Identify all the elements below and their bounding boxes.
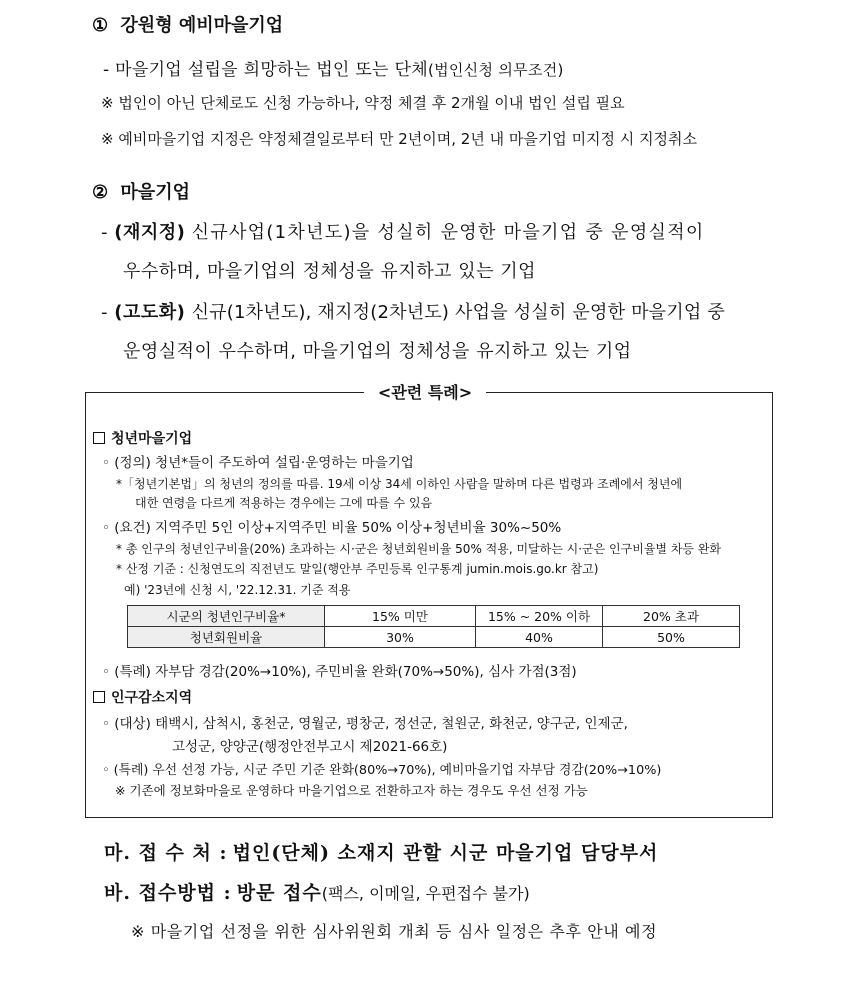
section-2-marker: ② bbox=[92, 182, 109, 203]
item-1-label: (재지정) bbox=[114, 222, 186, 243]
table-cell: 20% 초과 bbox=[603, 606, 740, 627]
youth-requirement-note-3: 예) '23년에 신청 시, '22.12.31. 기준 적용 bbox=[124, 583, 351, 597]
reception-method-row bbox=[104, 878, 530, 905]
checkbox-square-icon bbox=[93, 691, 105, 703]
item-2-text: 신규(1차년도), 재지정(2차년도) 사업을 성실히 운영한 마을기업 중 bbox=[191, 302, 725, 323]
depop-heading: 인구감소지역 bbox=[111, 690, 193, 706]
final-note: ※ 마을기업 선정을 위한 심사위원회 개최 등 심사 일정은 추후 안내 예정 bbox=[131, 922, 658, 941]
reception-office-value: 법인(단체) 소재지 관할 시군 마을기업 담당부서 bbox=[232, 842, 659, 864]
reception-method-value: 방문 접수 bbox=[236, 882, 322, 904]
section-2-item-2 bbox=[101, 298, 725, 324]
table-cell: 청년회원비율 bbox=[128, 627, 325, 648]
reception-method-note: (팩스, 이메일, 우편접수 불가) bbox=[321, 884, 530, 903]
youth-requirement-note-1: * 총 인구의 청년인구비율(20%) 초과하는 시·군은 청년회원비율 50% 적용, 미달하는 시·군은 인구비율별 차등 완화 bbox=[116, 542, 722, 556]
section-2-item-2-cont: 운영실적이 우수하며, 마을기업의 정체성을 유지하고 있는 기업 bbox=[123, 341, 632, 362]
table-cell: 15% 미만 bbox=[325, 606, 476, 627]
youth-definition-note-1: *「청년기본법」의 청년의 정의를 따름. 19세 이상 34세 이하인 사람을 말하며 다른 법령과 조례에서 청년에 bbox=[116, 477, 683, 491]
section-2-title: 마을기업 bbox=[120, 182, 190, 203]
depop-note: ※ 기존에 정보화마을로 운영하다 마을기업으로 전환하고자 하는 경우도 우선 선정 가능 bbox=[115, 783, 588, 798]
section-2-item-1-cont: 우수하며, 마을기업의 정체성을 유지하고 있는 기업 bbox=[123, 261, 536, 282]
item-1-dash: - bbox=[101, 222, 108, 243]
depop-special: ◦ (특례) 우선 선정 가능, 시군 주민 기준 완화(80%→70%), 예비마을기업 자부담 경감(20%→10%) bbox=[102, 763, 662, 778]
special-cases-title-wrap bbox=[0, 380, 850, 403]
table-row bbox=[128, 606, 740, 627]
youth-ratio-table bbox=[127, 605, 740, 648]
youth-requirement-note-2: * 산정 기준 : 신청연도의 직전년도 말일(행안부 주민등록 인구통계 jumin.mois.go.kr 참고) bbox=[116, 562, 599, 576]
section-1-line1-main: - 마을기업 설립을 희망하는 법인 또는 단체 bbox=[103, 60, 428, 80]
depop-heading-row bbox=[93, 687, 192, 707]
section-1-heading bbox=[92, 11, 283, 37]
youth-definition-note-2: 대한 연령을 다르게 적용하는 경우에는 그에 따를 수 있음 bbox=[135, 496, 433, 510]
table-row bbox=[128, 627, 740, 648]
youth-special: ◦ (특례) 자부담 경감(20%→10%), 주민비율 완화(70%→50%), 심사 가점(3점) bbox=[102, 664, 577, 680]
table-cell: 15% ~ 20% 이하 bbox=[476, 606, 603, 627]
special-cases-title: <관련 특례> bbox=[364, 383, 486, 402]
item-2-dash: - bbox=[101, 302, 108, 323]
reception-office-label: 마. 접 수 처 : bbox=[104, 842, 228, 864]
section-1-note-2: ※ 예비마을기업 지정은 약정체결일로부터 만 2년이며, 2년 내 마을기업 미지정 시 지정취소 bbox=[101, 130, 698, 148]
section-1-line1-note: (법인신청 의무조건) bbox=[427, 61, 564, 79]
section-2-heading bbox=[92, 178, 190, 204]
table-cell: 50% bbox=[603, 627, 740, 648]
section-1-marker: ① bbox=[92, 15, 109, 36]
section-1-note-1: ※ 법인이 아닌 단체로도 신청 가능하나, 약정 체결 후 2개월 이내 법인 설립 필요 bbox=[101, 94, 625, 112]
youth-heading: 청년마을기업 bbox=[111, 431, 193, 447]
section-1-line1 bbox=[103, 55, 564, 80]
depop-target-2: 고성군, 양양군(행정안전부고시 제2021-66호) bbox=[172, 739, 448, 755]
table-cell: 30% bbox=[325, 627, 476, 648]
section-2-item-1 bbox=[101, 218, 705, 244]
reception-office-row bbox=[104, 838, 658, 865]
table-cell: 40% bbox=[476, 627, 603, 648]
checkbox-square-icon bbox=[93, 432, 105, 444]
reception-method-label: 바. 접수방법 : bbox=[104, 882, 232, 904]
item-1-text: 신규사업(1차년도)을 성실히 운영한 마을기업 중 운영실적이 bbox=[191, 222, 705, 243]
youth-definition: ◦ (정의) 청년*들이 주도하여 설립·운영하는 마을기업 bbox=[102, 455, 414, 471]
depop-target-1: ◦ (대상) 태백시, 삼척시, 홍천군, 영월군, 평창군, 정선군, 철원군, 화천군, 양구군, 인제군, bbox=[102, 716, 628, 732]
youth-heading-row bbox=[93, 428, 192, 448]
youth-requirement: ◦ (요건) 지역주민 5인 이상+지역주민 비율 50% 이상+청년비율 30%~50% bbox=[102, 520, 562, 536]
table-cell: 시군의 청년인구비율* bbox=[128, 606, 325, 627]
section-1-title: 강원형 예비마을기업 bbox=[120, 15, 284, 36]
item-2-label: (고도화) bbox=[114, 302, 186, 323]
